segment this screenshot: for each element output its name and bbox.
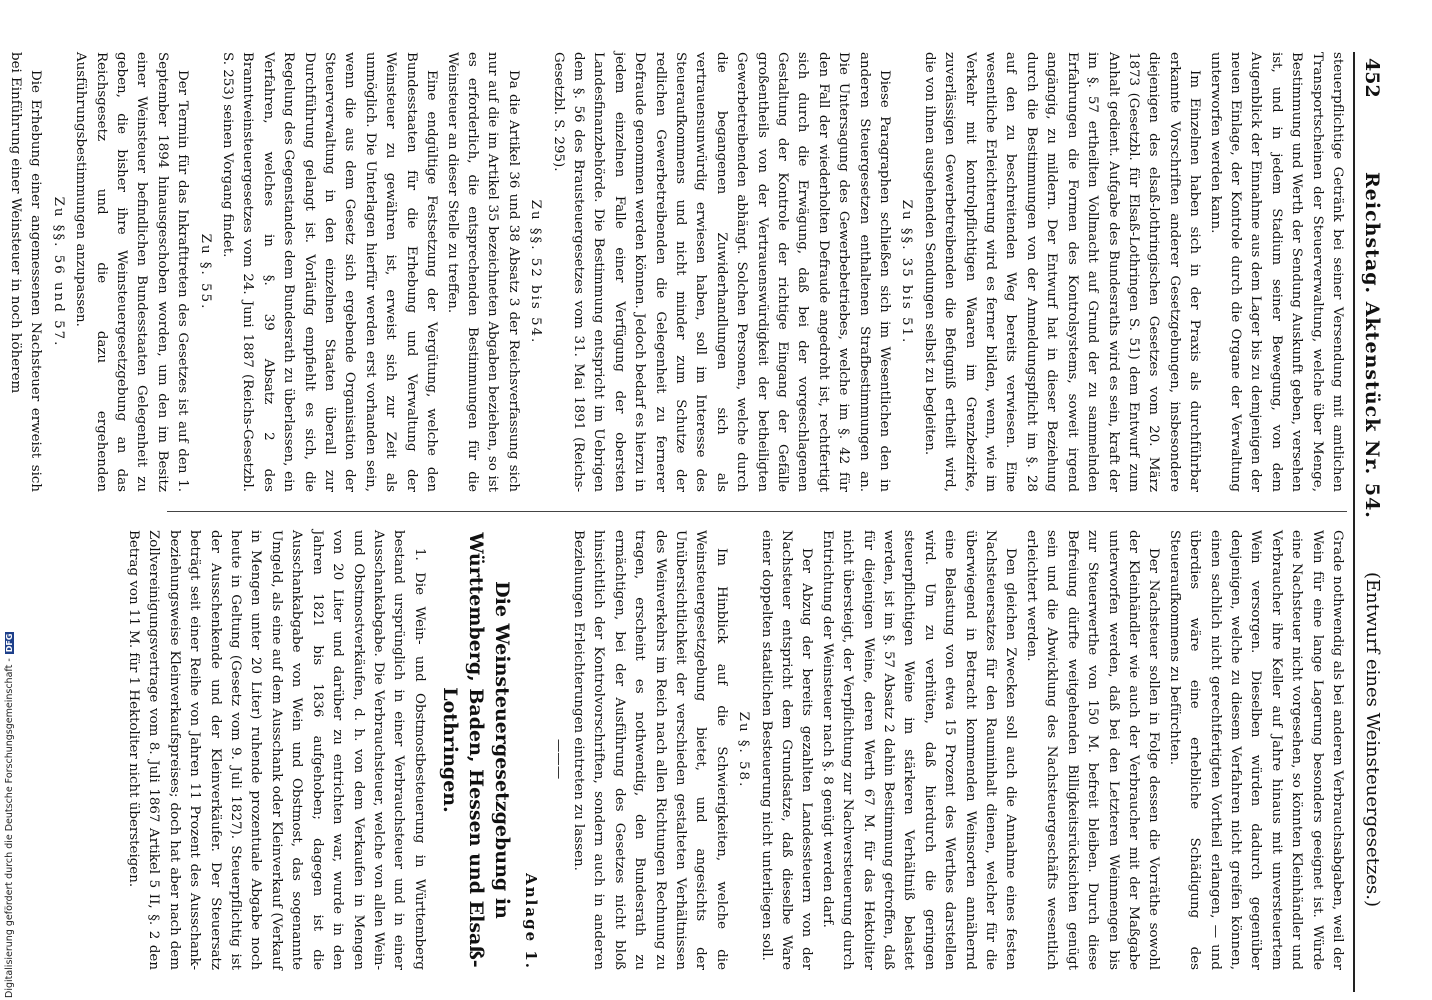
header-title: Reichstag. Aktenstück Nr. 54. xyxy=(1361,172,1383,519)
header-subtitle: (Entwurf eines Weinsteuergesetzes.) xyxy=(1362,572,1383,908)
paragraph: Im Hinblick auf die Schwierigkeiten, welche die Weinsteuergesetzgebung bietet, und angesichts der Unübersichtlichkeit der verschieden gestalteten Verhältnissen des Weinverkehrs im Reich nach allen Richtungen Rechnung zu tragen, erscheint es nothwendig, den Bundesrath zu ermächtigen, bei der Ausführung des Gesetzes nicht bloß hinsichtlich der Kontrolvorschriften, sondern auch in anderen Beziehungen Erleichterungen eintreten zu lassen. xyxy=(570,530,729,970)
section-heading: Zu §§. 56 und 57. xyxy=(50,196,66,348)
paragraph: 1. Die Wein- und Obstmostbesteuerung in Württemberg bestand ursprünglich in einer Verbrauchsteuer und in einer Ausschankabgabe. Die Verbrauchsteuer, welche von allen Wein- und Obstmostverkäufen, d. h. von dem Verkaufen in Mengen von 20 Liter und darüber zu entrichten war, wurde in den Jahren 1821 bis 1836 aufgehoben; dagegen ist die Ausschankabgabe von Wein und Obstmost, das sogenannte Umgeld, als eine auf dem Ausschank oder Kleinverkauf (Verkauf in Mengen unter 20 Liter) ruhende prozentuale Abgabe noch heute in Geltung (Gesetz vom 9. Juli 1827). Steuerpflichtig ist der Ausschenkende und der Kleinverkäufer. Der Steuersatz beträgt seit einer Reihe von Jahren 11 Prozent des Ausschank- beziehungsweise Kleinverkaufspreises; doch hat aber nach dem Zollvereinigungsvertrage vom 8. Juli 1867 Artikel 5 II, §. 2 den Betrag von 11 M. für 1 Hektoliter nicht übersteigen. xyxy=(126,530,427,970)
annex-title: Die Weinsteuergesetzgebung in Württemberg, Baden, Hessen und Elsaß-Lothringen. xyxy=(438,532,513,968)
paragraph: Eine endgültige Festsetzung der Vergütung, welche den Bundesstaaten für die Erhebung und Verwaltung der Weinsteuer zu gewähren ist, erweist sich zur Zeit als unmöglich. Die Unterlagen hierfür werden erst vorhanden sein, wenn die aus dem Gesetz sich ergebende Organisation der Steuerverwaltung in den einzelnen Staaten überall zur Durchführung gelangt ist. Vorläufig empfiehlt es sich, die Regelung des Gegenstandes dem Bundesrath zu überlassen, ein Verfahren, welches in §. 39 Absatz 2 des Branntweinsteuergesetzes vom 24. Juni 1887 (Reichs-Gesetzbl. S. 253) seinen Vorgang findet. xyxy=(220,52,440,492)
page-header xyxy=(1355,52,1383,992)
annex-label: Anlage 1. xyxy=(522,873,541,970)
paragraph: Diese Paragraphen schließen sich im Wesentlichen den in anderen Steuergesetzen enthaltenen Strafbestimmungen an. Die Untersagung des Gewerbebetriebes, welche im §. 42 für den Fall der wiederholten Defraude angedroht ist, rechtfertigt sich durch die Erwägung, daß bei der vorgeschlagenen Gestaltung der Kontrole der richtige Eingang der Gefälle großentheils von der Vertrauenswürdigkeit der betheiligten Gewerbetreibenden abhängt. Solchen Personen, welche durch die begangenen Zuwiderhandlungen sich als vertrauensunwürdig erwiesen haben, soll im Interesse des Steueraufkommens und nicht minder zum Schutze der redlichen Gewerbetreibenden die Gelegenheit zu fernerer Defraude genommen werden können. Jedoch bedarf es hierzu in jedem einzelnen Falle einer Verfügung der obersten Landesfinanzbehörde. Die Bestimmung entspricht im Uebrigen dem §. 56 des Brausteuergesetzes vom 31. Mai 1891 (Reichs-Gesetzbl. S. 295). xyxy=(550,52,893,492)
paragraph: Grade nothwendig als bei anderen Verbrauchsabgaben, weil der Wein für eine lange Lagerung besonders geeignet ist. Würde eine Nachsteuer nicht vorgesehen, so könnten Kleinhändler und Verbraucher ihre Keller auf Jahre hinaus mit unversteuertem Wein versorgen. Dieselben würden dadurch gegenüber denjenigen, welche zu diesem Verfahren nicht greifen können, einen sachlich nicht gerechtfertigten Vortheil erlangen, — und überdies wäre eine erhebliche Schädigung des Steueraufkommens zu befürchten. xyxy=(1166,530,1345,970)
paragraph: Der Nachsteuer sollen in Folge dessen die Vorräthe sowohl der Kleinhändler wie auch der Verbraucher mit der Maßgabe unterworfen werden, daß bei den Letzteren Weinmengen bis zur Steuerwerthe von 150 M. befreit bleiben. Durch diese Befreiung dürfte weitgehenden Billigkeitsrücksichten genügt sein und die Abwicklung des Nachsteuergeschäfts wesentlich erleichtert werden. xyxy=(1023,530,1162,970)
section-heading: Zu §§. 52 bis 54. xyxy=(528,199,544,345)
section-heading: Zu §. 58. xyxy=(736,711,752,789)
separator-dash: ——— xyxy=(550,738,566,780)
digitization-note xyxy=(4,0,20,998)
header-rule xyxy=(1353,52,1355,992)
page-number: 452 xyxy=(1361,58,1383,98)
paragraph: Im Einzelnen haben sich in der Praxis als durchführbar erkannte Vorschriften anderer Gesetzgebungen, insbesondere diejenigen des elsaß-lothringischen Gesetzes vom 20. März 1873 (Gesetzbl. für Elsaß-Lothringen S. 51) dem Entwurf zum Anhalt gedient. Aufgabe des Bundesraths wird es sein, kraft der im §. 57 ertheilten Vollmacht auf Grund der zu sammelnden Erfahrungen die Formen des Kontrolsystems, soweit irgend angängig, zu mildern. Der Entwurf hat in dieser Beziehung durch die Bestimmungen von der Anmeldungspflicht im §. 28 auf den zu beschreitenden Weg bereits verwiesen. Eine wesentliche Erleichterung wird es ferner bilden, wenn, wie im Verkehr mit kontrolpflichtigen Waaren im Grenzbezirke, zuverlässigen Gewerbetreibenden die Befugniß ertheilt wird, die von ihnen ausgehenden Sendungen selbst zu begleiten. xyxy=(921,52,1203,492)
paragraph: Da die Artikel 36 und 38 Absatz 3 der Reichsverfassung sich nur auf die im Artikel 35 bezeichneten Abgaben beziehen, so ist es erforderlich, die entsprechenden Bestimmungen für die Weinsteuer an dieser Stelle zu treffen. xyxy=(444,52,521,492)
dfg-logo: DFG xyxy=(5,633,14,653)
left-column xyxy=(5,52,1347,492)
paragraph: Die Erhebung einer angemessenen Nachsteuer erweist sich bei Einführung einer Weinsteuer in noch höherem xyxy=(8,52,44,492)
paragraph: Den gleichen Zwecken soll auch die Annahme eines festen Nachsteuersatzes für den Rauminhalt dienen, welcher für die überwiegend in Betracht kommenden Weinsorten annähernd eine Belastung von etwa 15 Prozent des Werthes darstellen wird. Um zu verhüten, daß hierdurch die geringen steuerpflichtigen Weine im stärkeren Verhältniß belastet werden, ist im §. 57 Absatz 2 dahin Bestimmung getroffen, daß für diejenigen Weine, deren Werth 67 M. für das Hektoliter nicht übersteigt, der Verpflichtung zur Nachversteuerung durch Entrichtung der Weinsteuer nach §. 8 genügt werden darf. xyxy=(819,530,1019,970)
right-column xyxy=(123,530,1347,970)
paragraph: Der Termin für das Inkrafttreten des Gesetzes ist auf den 1. September 1894 hinausgeschoben worden, um den im Besitz einer Weinsteuer befindlichen Bundesstaaten Gelegenheit zu geben, die bisher ihre Weinsteuergesetzgebung an das Reichsgesetz und die dazu ergehenden Ausführungsbestimmungen anzupassen. xyxy=(73,52,191,492)
paragraph: steuerpflichtige Getränk bei seiner Versendung mit amtlichen Transportscheinen der Steuerverwaltung, welche über Menge, Bestimmung und Werth der Sendung Auskunft geben, versehen ist, und in jedem Stadium seiner Bewegung, von dem Augenblick der Einnahme aus dem Lager bis zu demjenigen der neuen Einlage, der Kontrole durch die Organe der Verwaltung unterworfen werden kann. xyxy=(1207,52,1345,492)
digitization-text: Digitalisierung gefördert durch die Deutsche Forschungsgemeinschaft - xyxy=(4,658,15,998)
section-heading: Zu §. 55. xyxy=(197,233,213,311)
paragraph: Der Abzug der bereits gezahlten Landessteuern von der Nachsteuer entspricht dem Grundsatze, daß dieselbe Ware einer doppelten staatlichen Besteuerung nicht unterliegen soll. xyxy=(758,530,815,970)
section-heading: Zu §§. 35 bis 51. xyxy=(899,199,915,345)
column-divider xyxy=(167,511,1347,512)
